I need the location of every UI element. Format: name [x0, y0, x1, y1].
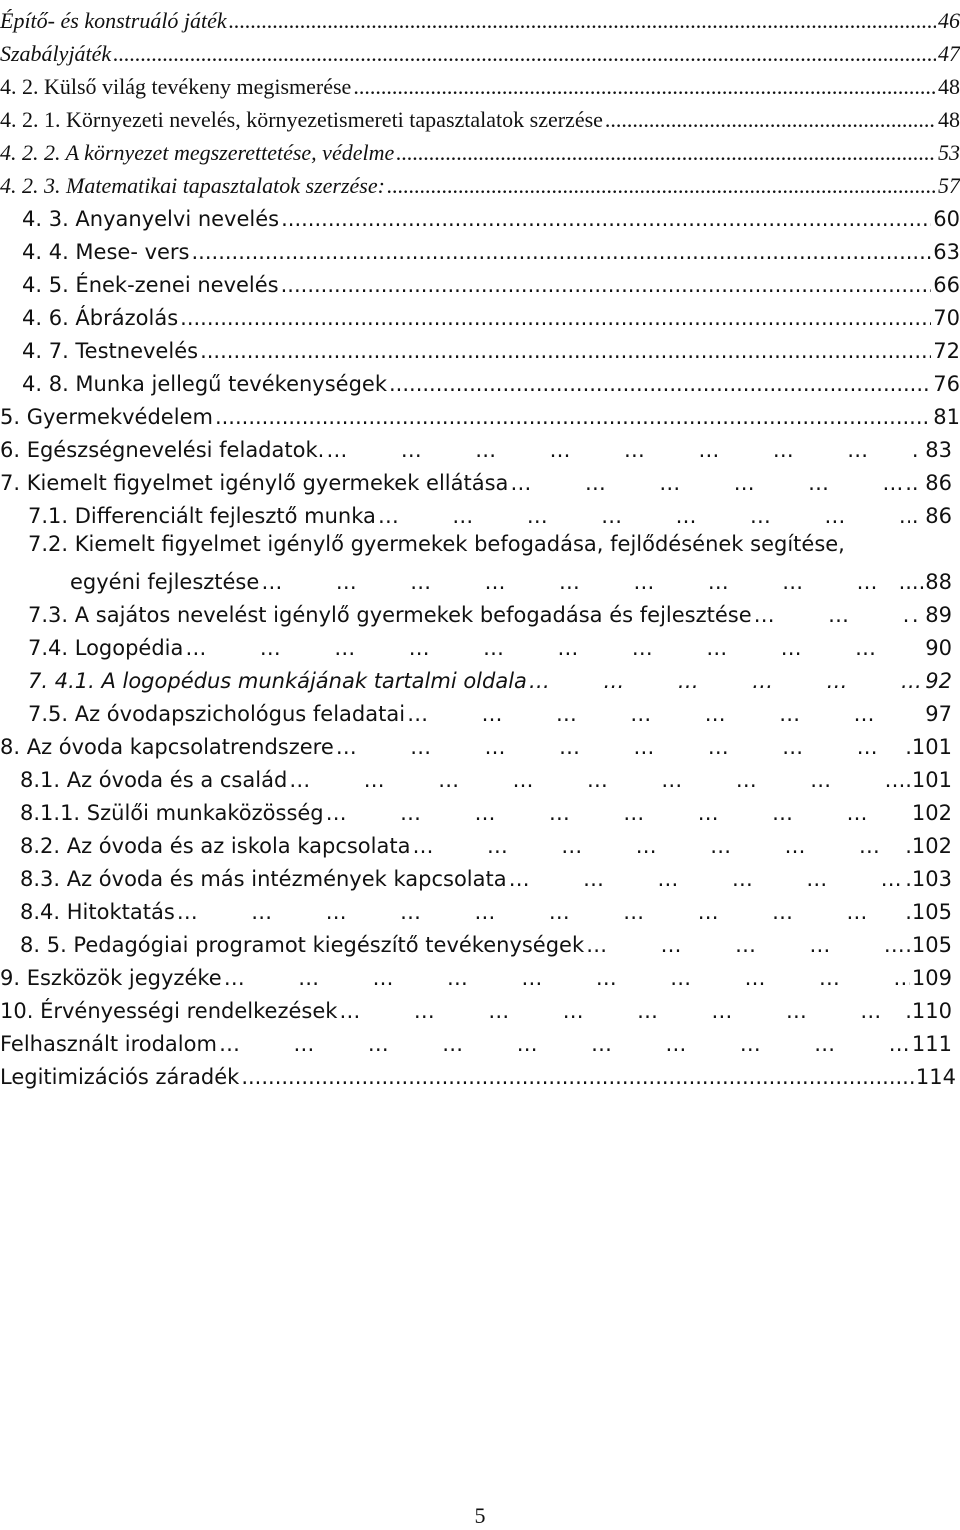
toc-entry-label: 5. Gyermekvédelem: [0, 404, 213, 429]
toc-entry-label: 4. 7. Testnevelés: [22, 338, 199, 363]
toc-entry-page: 47: [938, 40, 960, 66]
toc-entry[interactable]: [0, 957, 960, 991]
toc-entry-page: . 83: [911, 437, 952, 462]
toc-entry-label: Felhasznált irodalom: [0, 1031, 217, 1056]
toc-leader: [241, 1067, 914, 1090]
toc-entry-page: 92: [925, 668, 952, 693]
toc-entry-label: 7.5. Az óvodapszichológus feladatai: [28, 701, 406, 726]
toc-entry[interactable]: [0, 462, 960, 496]
toc-leader: [412, 836, 903, 859]
toc-entry-label: 8. Az óvoda kapcsolatrendszere: [0, 734, 334, 759]
toc-entry[interactable]: [0, 297, 960, 331]
toc-entry-page: 70: [933, 305, 960, 330]
toc-leader: [326, 440, 910, 463]
toc-entry[interactable]: [0, 330, 960, 364]
toc-leader: [215, 407, 931, 430]
toc-entry[interactable]: [0, 924, 960, 958]
toc-entry-page: . 86: [911, 503, 952, 528]
toc-leader: [586, 935, 903, 958]
toc-entry-label: 8.1.1. Szülői munkaközösség: [20, 800, 324, 825]
toc-entry-page: ....88: [898, 569, 952, 594]
toc-entry[interactable]: [0, 792, 960, 826]
toc-entry-page: 57: [938, 172, 960, 198]
toc-entry-label: 8.2. Az óvoda és az iskola kapcsolata: [20, 833, 411, 858]
toc-entry-label: 4. 2. 1. Környezeti nevelés, környezetismereti tapasztalatok szerzése: [0, 106, 603, 132]
toc-entry[interactable]: [0, 429, 960, 463]
toc-entry-page: .105: [905, 932, 952, 957]
toc-entry-page: 46: [938, 7, 960, 33]
toc-entry[interactable]: [0, 66, 960, 100]
toc-entry-label: egyéni fejlesztése: [70, 569, 260, 594]
toc-entry-wrapped-label[interactable]: 7.2. Kiemelt figyelmet igénylő gyermekek befogadása, fejlődésének segítése,: [28, 532, 845, 556]
toc-entry-label: 9. Eszközök jegyzéke: [0, 965, 222, 990]
toc-leader: [224, 968, 910, 991]
toc-entry-label: 7.4. Logopédia: [28, 635, 184, 660]
toc-leader: [378, 506, 910, 529]
toc-entry-page: 72: [933, 338, 960, 363]
toc-entry[interactable]: [0, 759, 960, 793]
toc-leader: [529, 671, 923, 694]
toc-entry-label: 4. 2. 2. A környezet megszerettetése, védelme: [0, 139, 395, 165]
toc-entry[interactable]: [0, 231, 960, 265]
toc-entry-label: 7.3. A sajátos nevelést igénylő gyermekek befogadása és fejlesztése: [28, 602, 752, 627]
toc-entry-page: 102: [911, 800, 952, 825]
toc-leader: [229, 10, 936, 34]
toc-entry-page: 97: [925, 701, 952, 726]
toc-leader: [192, 242, 932, 265]
toc-entry[interactable]: [0, 660, 960, 694]
toc-entry-page: 53: [938, 139, 960, 165]
toc-entry[interactable]: [0, 693, 960, 727]
toc-entry-label: 4. 5. Ének-zenei nevelés: [22, 272, 279, 297]
toc-entry[interactable]: [0, 0, 960, 34]
toc-leader: [219, 1034, 910, 1057]
toc-leader: [185, 638, 923, 661]
toc-entry[interactable]: [0, 396, 960, 430]
toc-entry-page: .101: [905, 734, 952, 759]
toc-entry-label: 8.3. Az óvoda és más intézmények kapcsolata: [20, 866, 507, 891]
toc-entry[interactable]: [0, 165, 960, 199]
toc-leader: [339, 1001, 903, 1024]
toc-entry-page: . 89: [911, 602, 952, 627]
toc-entry[interactable]: [0, 33, 960, 67]
toc-entry[interactable]: [0, 495, 960, 529]
toc-entry[interactable]: [0, 726, 960, 760]
toc-entry[interactable]: [0, 594, 960, 628]
toc-entry-page: 48: [938, 106, 960, 132]
toc-entry[interactable]: [0, 891, 960, 925]
toc-entry[interactable]: [0, 1056, 960, 1090]
toc-entry-label: 4. 8. Munka jellegű tevékenységek: [22, 371, 387, 396]
toc-leader: [396, 142, 936, 166]
toc-leader: [510, 473, 903, 496]
toc-leader: [281, 275, 932, 298]
toc-entry[interactable]: [0, 1023, 960, 1057]
toc-leader: [177, 902, 903, 925]
toc-entry[interactable]: [0, 990, 960, 1024]
toc-entry-label: 8. 5. Pedagógiai programot kiegészítő tevékenységek: [20, 932, 585, 957]
toc-entry-label: 4. 4. Mese- vers: [22, 239, 190, 264]
toc-entry[interactable]: [0, 363, 960, 397]
toc-leader: [509, 869, 904, 892]
toc-entry-label: Szabályjáték: [0, 40, 112, 66]
toc-entry-page: .105: [905, 899, 952, 924]
toc-entry-page: 111: [911, 1031, 952, 1056]
toc-leader: [353, 76, 936, 100]
toc-leader: [326, 803, 910, 826]
toc-entry-label: 7. 4.1. A logopédus munkájának tartalmi oldala: [28, 668, 527, 693]
toc-entry-label: Építő- és konstruáló játék: [0, 7, 227, 33]
toc-entry-page: .103: [905, 866, 952, 891]
toc-entry-label: 6. Egészségnevelési feladatok.: [0, 437, 325, 462]
toc-entry-label: 10. Érvényességi rendelkezések: [0, 998, 338, 1023]
toc-entry-page: 60: [933, 206, 960, 231]
toc-entry[interactable]: [0, 264, 960, 298]
toc-entry-label: Legitimizációs záradék: [0, 1064, 240, 1089]
toc-entry[interactable]: [0, 99, 960, 133]
toc-entry-page: 48: [938, 73, 960, 99]
toc-entry-label: 7.1. Differenciált fejlesztő munka: [28, 503, 376, 528]
toc-leader: [407, 704, 923, 727]
toc-entry-label: 4. 6. Ábrázolás: [22, 305, 179, 330]
toc-entry-page: .110: [905, 998, 952, 1023]
toc-entry-label: 8.4. Hitoktatás: [20, 899, 175, 924]
toc-leader: [261, 572, 896, 595]
toc-entry-label: 4. 2. 3. Matematikai tapasztalatok szerzése:: [0, 172, 385, 198]
toc-entry-page: 81: [933, 404, 960, 429]
toc-entry[interactable]: [0, 198, 960, 232]
toc-entry[interactable]: [0, 825, 960, 859]
toc-entry[interactable]: [0, 627, 960, 661]
toc-entry-page: 109: [911, 965, 952, 990]
toc-leader: [336, 737, 903, 760]
toc-leader: [113, 43, 936, 67]
toc-entry-page: 76: [933, 371, 960, 396]
toc-entry-page: 66: [933, 272, 960, 297]
toc-entry-page: ..101: [898, 767, 952, 792]
toc-leader: [754, 605, 910, 628]
page-number: 5: [474, 1503, 486, 1528]
toc-leader: [289, 770, 896, 793]
toc-entry-page: 114: [915, 1064, 956, 1089]
toc-entry-page: .102: [905, 833, 952, 858]
toc-entry[interactable]: [0, 561, 960, 595]
toc-entry[interactable]: [0, 132, 960, 166]
toc-entry-page: 90: [925, 635, 952, 660]
toc-leader: [387, 175, 936, 199]
toc-entry-label: 7. Kiemelt figyelmet igénylő gyermekek ellátása: [0, 470, 509, 495]
toc-entry-label: 4. 2. Külső világ tevékeny megismerése: [0, 73, 352, 99]
toc-entry[interactable]: [0, 858, 960, 892]
toc-entry-page: .. 86: [905, 470, 952, 495]
toc-leader: [200, 341, 931, 364]
toc-leader: [180, 308, 931, 331]
toc-leader: [389, 374, 931, 397]
toc-entry-label: 4. 3. Anyanyelvi nevelés: [22, 206, 280, 231]
toc-leader: [281, 209, 931, 232]
toc-entry-page: 63: [933, 239, 960, 264]
toc-leader: [605, 109, 936, 133]
toc-entry-label: 8.1. Az óvoda és a család: [20, 767, 288, 792]
